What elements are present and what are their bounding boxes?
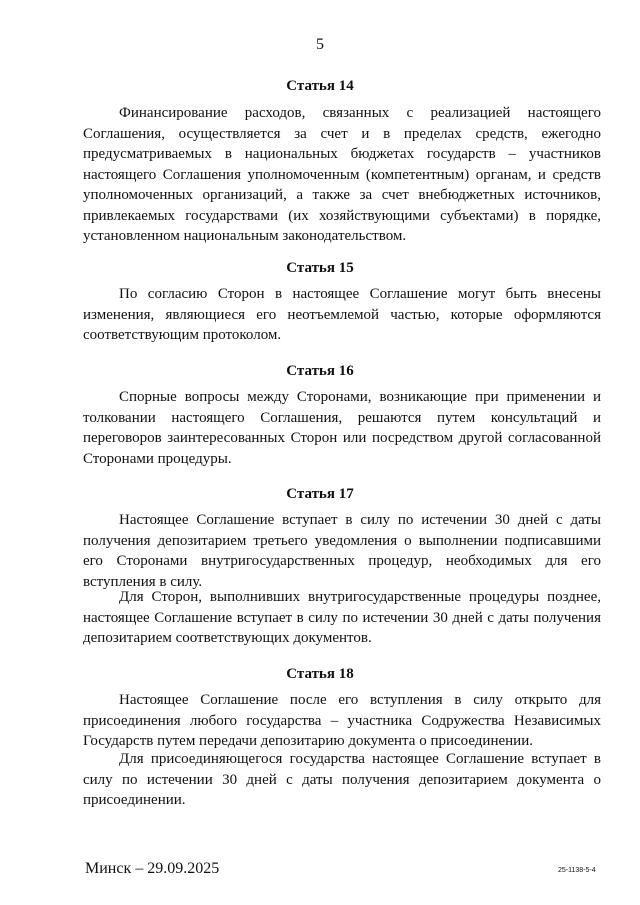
article-18-paragraph-1: Настоящее Соглашение после его вступления в силу открыто для присоединения любого государства – участника Содружества Независимых Государств путем передачи депозитарию документа о присоединении. [83,692,601,749]
article-15-paragraph-1: По согласию Сторон в настоящее Соглашение могут быть внесены изменения, являющиеся его неотъемлемой частью, которые оформляются соответствующим протоколом. [83,286,601,343]
article-14-paragraph-1: Финансирование расходов, связанных с реализацией настоящего Соглашения, осуществляется за счет и в пределах средств, ежегодно предусматриваемых в национальных бюджетах государств – участников настоящего Соглашения уполномоченным (компетентным) органам, и средств уполномоченных организаций, а также за счет внебюджетных источников, привлекаемых государствами (их хозяйствующими субъектами) в порядке, установленном национальным законодательством. [83,105,601,244]
article-14-title: Статья 14 [286,78,354,94]
footer-document-code: 25-1138-5-4 [558,867,596,874]
article-16-paragraph-1: Спорные вопросы между Сторонами, возникающие при применении и толковании настоящего Соглашения, решаются путем консультаций и переговоров заинтересованных Сторон или посредством другой согласованной Сторонами процедуры. [83,389,601,467]
article-16-title: Статья 16 [286,363,354,379]
article-17-paragraph-1: Настоящее Соглашение вступает в силу по истечении 30 дней с даты получения депозитарием третьего уведомления о выполнении подписавшими его Сторонами внутригосударственных процедур, необходимых для его вступления в силу. [83,512,601,590]
footer-place-date: Минск – 29.09.2025 [85,860,220,877]
article-17-title: Статья 17 [286,486,354,502]
article-17-paragraph-2: Для Сторон, выполнивших внутригосударственные процедуры позднее, настоящее Соглашение вступает в силу по истечении 30 дней с даты получения депозитарием соответствующих документов. [83,589,601,646]
article-18-title: Статья 18 [286,666,354,682]
article-15-title: Статья 15 [286,260,354,276]
page-number: 5 [316,36,324,53]
article-18-paragraph-2: Для присоединяющегося государства настоящее Соглашение вступает в силу по истечении 30 дней с даты получения депозитарием документа о присоединении. [83,751,601,808]
